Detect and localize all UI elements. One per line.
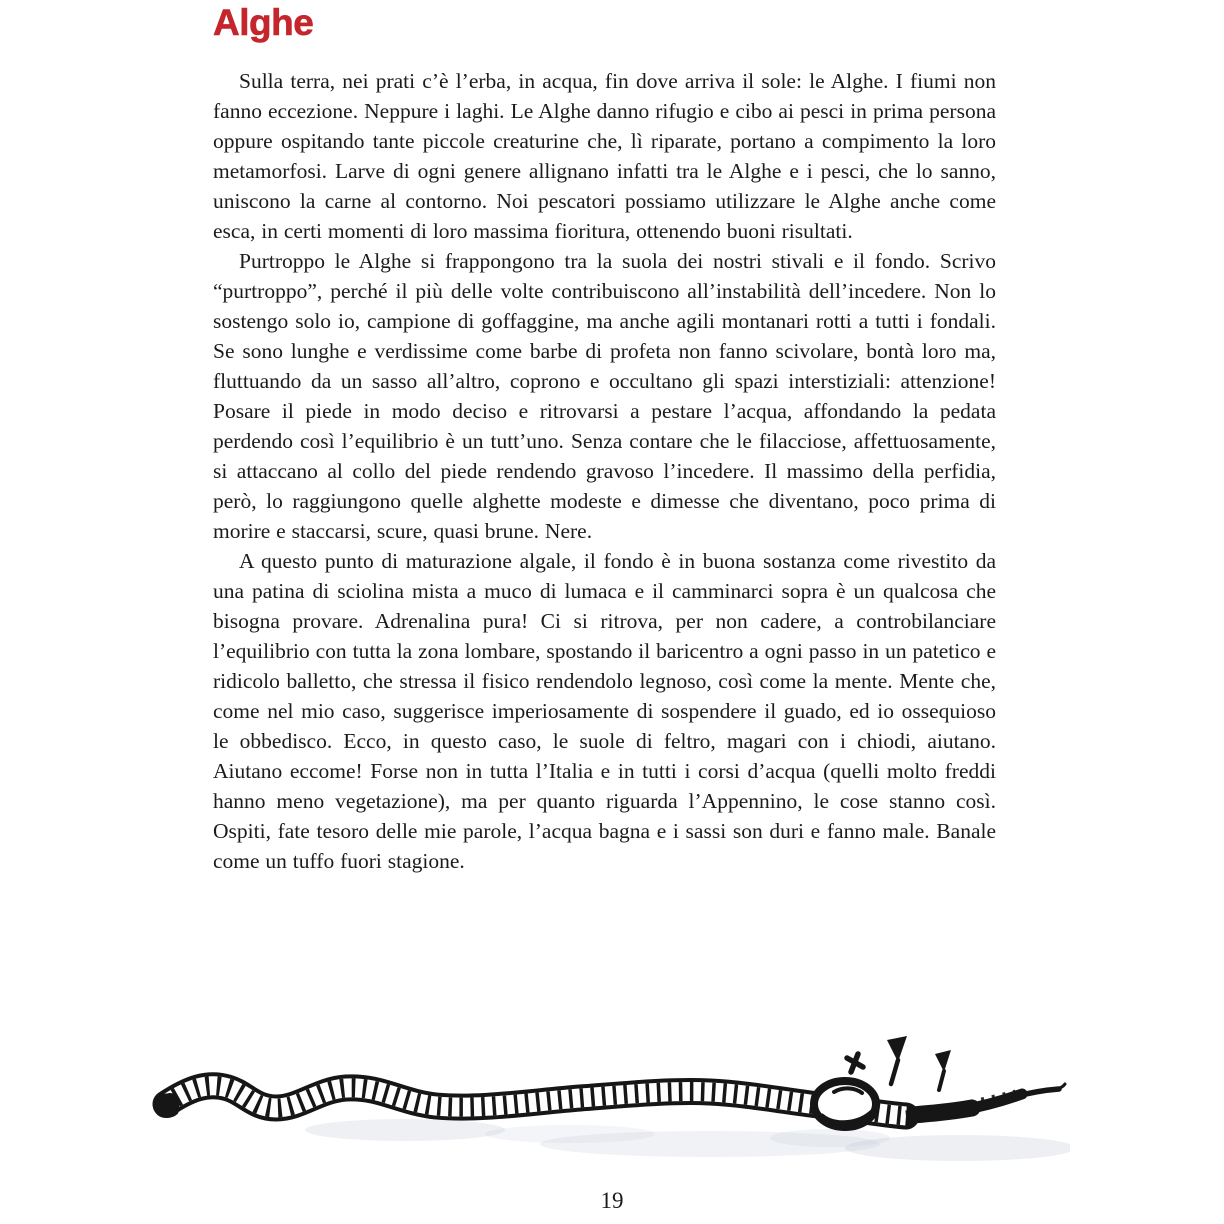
worm-clitellum [814,1081,876,1127]
earthworm-drawing-svg [150,1030,1070,1170]
ink-wash-shadow [305,1119,1070,1161]
paragraph-2: Purtroppo le Alghe si frappongono tra la suola dei nostri stivali e il fondo. Scrivo “purtroppo”, perché il più delle volte contribuiscono all’instabilità dell’incedere. Non lo sostengo solo io, campione di goffaggine, ma anche agili montanari rotti a tutti i fondali. Se sono lunghe e verdissime come barbe di profeta non fanno scivolare, bontà loro ma, fluttuando da un sasso all’altro, coprono e occultano gli spazi interstiziali: attenzione! Posare il piede in modo deciso e ritrovarsi a pestare l’acqua, affondando la pedata perdendo così l’equilibrio è un tutt’uno. Senza contare che le filacciose, affettuosamente, si attaccano al collo del piede rendendo gravoso l’incedere. Il massimo della perfidia, però, lo raggiungono quelle alghette modeste e dimesse che diventano, poco prima di morire e staccarsi, scure, quasi brune. Nere. [213,248,996,543]
chapter-title: Alghe [213,2,314,43]
text-column [213,0,996,876]
worm-body [155,1084,1065,1116]
paragraph-3: A questo punto di maturazione algale, il fondo è in buona sostanza come rivestito da una patina di sciolina mista a muco di lumaca e il camminarci sopra è un qualcosa che bisogna provare. Adrenalina pura! Ci si ritrova, per non cadere, a controbilanciare l’equilibrio con tutta la zona lombare, spostando il baricentro a ogni passo in un patetico e ridicolo balletto, che stressa il fisico rendendolo legnoso, così come la mente. Mente che, come nel mio caso, suggerisce imperiosamente di sospendere il guado, ed io ossequioso le obbedisco. Ecco, in questo caso, le suole di feltro, magari con i chiodi, aiutano. Aiutano eccome! Forse non in tutta l’Italia e in tutti i corsi d’acqua (quelli molto freddi hanno meno vegetazione), ma per quanto riguarda l’Appennino, le cose stanno così. Ospiti, fate tesoro delle mie parole, l’acqua bagna e i sassi son duri e fanno male. Banale come un tuffo fuori stagione. [213,548,996,873]
page-number: 19 [600,1188,624,1213]
body-text [213,66,996,876]
paragraph-1: Sulla terra, nei prati c’è l’erba, in acqua, fin dove arriva il sole: le Alghe. I fiumi non fanno eccezione. Neppure i laghi. Le Alghe danno rifugio e cibo ai pesci in prima persona oppure ospitando tante piccole creaturine che, lì riparate, portano a compimento la loro metamorfosi. Larve di ogni genere allignano infatti tra le Alghe e i pesci, che lo sanno, uniscono la carne al contorno. Noi pescatori possiamo utilizzare le Alghe anche come esca, in certi momenti di loro massima fioritura, ottenendo buoni risultati. [213,68,996,243]
earthworm-ink-sketch [150,1030,1070,1170]
